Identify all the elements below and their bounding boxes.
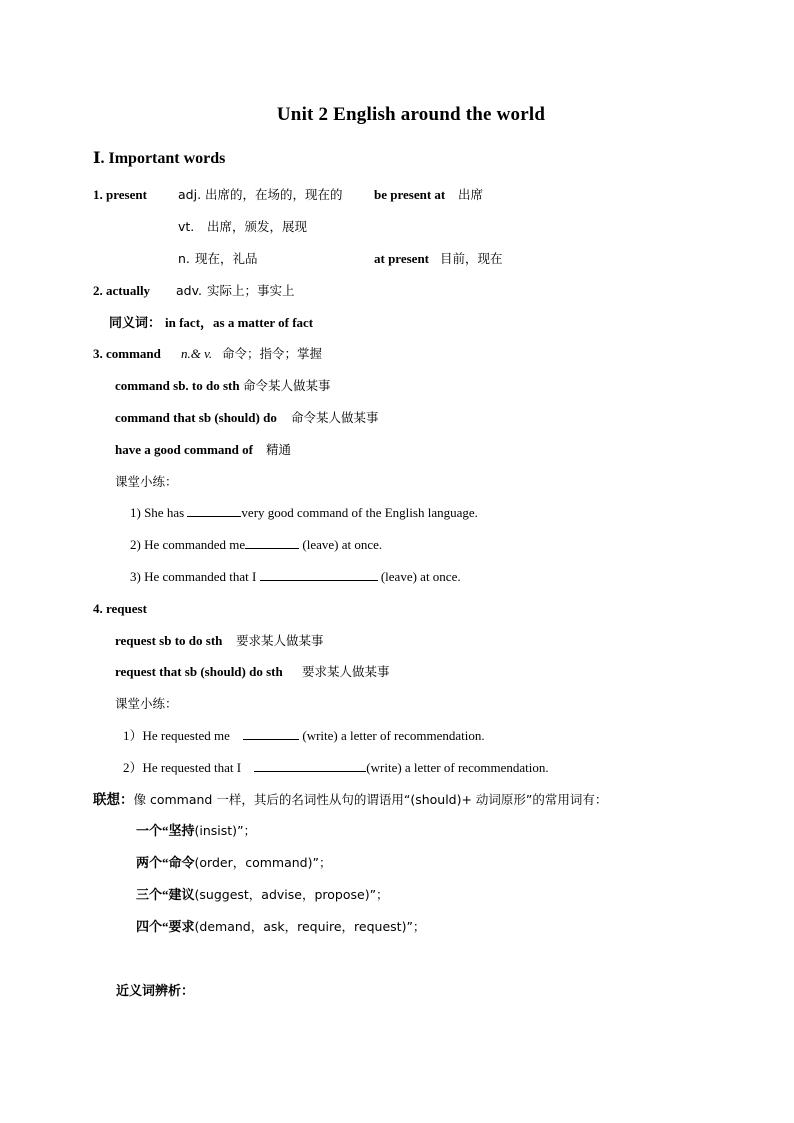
- word-4-request: 4. request: [93, 601, 147, 616]
- exercise-1: [130, 504, 478, 522]
- item-keyword: 四个“要求: [136, 919, 195, 934]
- association-item: [136, 886, 389, 904]
- pos-vt: vt.: [178, 219, 195, 234]
- phrase-meaning: 精通: [266, 442, 292, 457]
- pos-n-v: n.& v.: [181, 346, 213, 361]
- association-item: [136, 918, 425, 936]
- phrase-have-good-command: have a good command of: [115, 442, 253, 457]
- meaning-command: 命令；指令；掌握: [222, 346, 323, 361]
- exercise-text: (leave) at once.: [380, 569, 461, 584]
- exercise-2: [123, 759, 549, 777]
- pos-adj: adj.: [178, 187, 202, 202]
- exercise-text: (write) a letter of recommendation.: [366, 760, 549, 775]
- phrase-meaning: 命令某人做某事: [291, 410, 379, 425]
- exercise-text: 2) He commanded me: [130, 537, 246, 552]
- phrase-meaning: 要求某人做某事: [302, 664, 390, 679]
- exercise-3: [130, 568, 461, 586]
- item-detail: (demand，ask，require，request)”；: [194, 919, 426, 934]
- item-detail: (insist)”；: [194, 823, 257, 838]
- pos-n: n.: [178, 251, 190, 266]
- phrase-request-sb: request sb to do sth: [115, 633, 223, 648]
- phrase-meaning: 出席: [458, 187, 484, 202]
- phrase-request-that: request that sb (should) do sth: [115, 664, 283, 679]
- association-item: [136, 822, 256, 840]
- item-detail: (order，command)”；: [194, 855, 332, 870]
- phrase-meaning: 目前，现在: [440, 251, 503, 266]
- association-line: [93, 791, 607, 809]
- exercise-text: 3) He commanded that I: [130, 569, 257, 584]
- section-heading: Ⅰ. Important words: [93, 150, 226, 167]
- pos-adv: adv.: [176, 283, 202, 298]
- practice-label: 课堂小练：: [115, 696, 178, 711]
- exercise-1: [123, 727, 485, 745]
- phrase-be-present-at: be present at: [374, 187, 446, 202]
- meaning-adj: 出席的，在场的，现在的: [205, 187, 343, 202]
- phrase-at-present: at present: [374, 251, 430, 266]
- item-keyword: 三个“建议: [136, 887, 195, 902]
- synonym-label: 同义词：: [109, 315, 162, 330]
- word-1-present: 1. present: [93, 187, 147, 202]
- association-item: [136, 854, 331, 872]
- meaning-adv: 实际上；事实上: [207, 283, 295, 298]
- association-label: 联想：: [93, 792, 134, 807]
- page-title: Unit 2 English around the world: [276, 104, 546, 125]
- answer-blank[interactable]: [245, 536, 299, 549]
- association-text: 像 command 一样，其后的名词性从句的谓语用“(should)+ 动词原形”的常用词有：: [133, 792, 608, 807]
- item-detail: (suggest，advise，propose)”；: [194, 887, 389, 902]
- item-keyword: 两个“命令: [136, 855, 195, 870]
- word-3-command: 3. command: [93, 346, 161, 361]
- phrase-command-sb: command sb. to do sth: [115, 378, 240, 393]
- meaning-n: 现在，礼品: [195, 251, 258, 266]
- answer-blank[interactable]: [254, 759, 366, 772]
- meaning-vt: 出席，颁发，展现: [207, 219, 308, 234]
- practice-label: 课堂小练：: [115, 474, 178, 489]
- exercise-text: very good command of the English language.: [241, 505, 478, 520]
- answer-blank[interactable]: [260, 568, 378, 581]
- phrase-meaning: 要求某人做某事: [236, 633, 324, 648]
- exercise-text: 1) She has: [130, 505, 185, 520]
- synonym-list: in fact，as a matter of fact: [165, 315, 314, 330]
- word-2-actually: 2. actually: [93, 283, 151, 298]
- phrase-command-that: command that sb (should) do: [115, 410, 277, 425]
- synonym-analysis-heading: 近义词辨析：: [116, 983, 195, 998]
- item-keyword: 一个“坚持: [136, 823, 195, 838]
- phrase-meaning: 命令某人做某事: [243, 378, 331, 393]
- answer-blank[interactable]: [243, 727, 299, 740]
- exercise-text: (write) a letter of recommendation.: [302, 728, 485, 743]
- exercise-text: 2）He requested that I: [123, 760, 242, 775]
- exercise-2: [130, 536, 382, 554]
- answer-blank[interactable]: [187, 504, 241, 517]
- exercise-text: 1）He requested me: [123, 728, 230, 743]
- exercise-text: (leave) at once.: [302, 537, 383, 552]
